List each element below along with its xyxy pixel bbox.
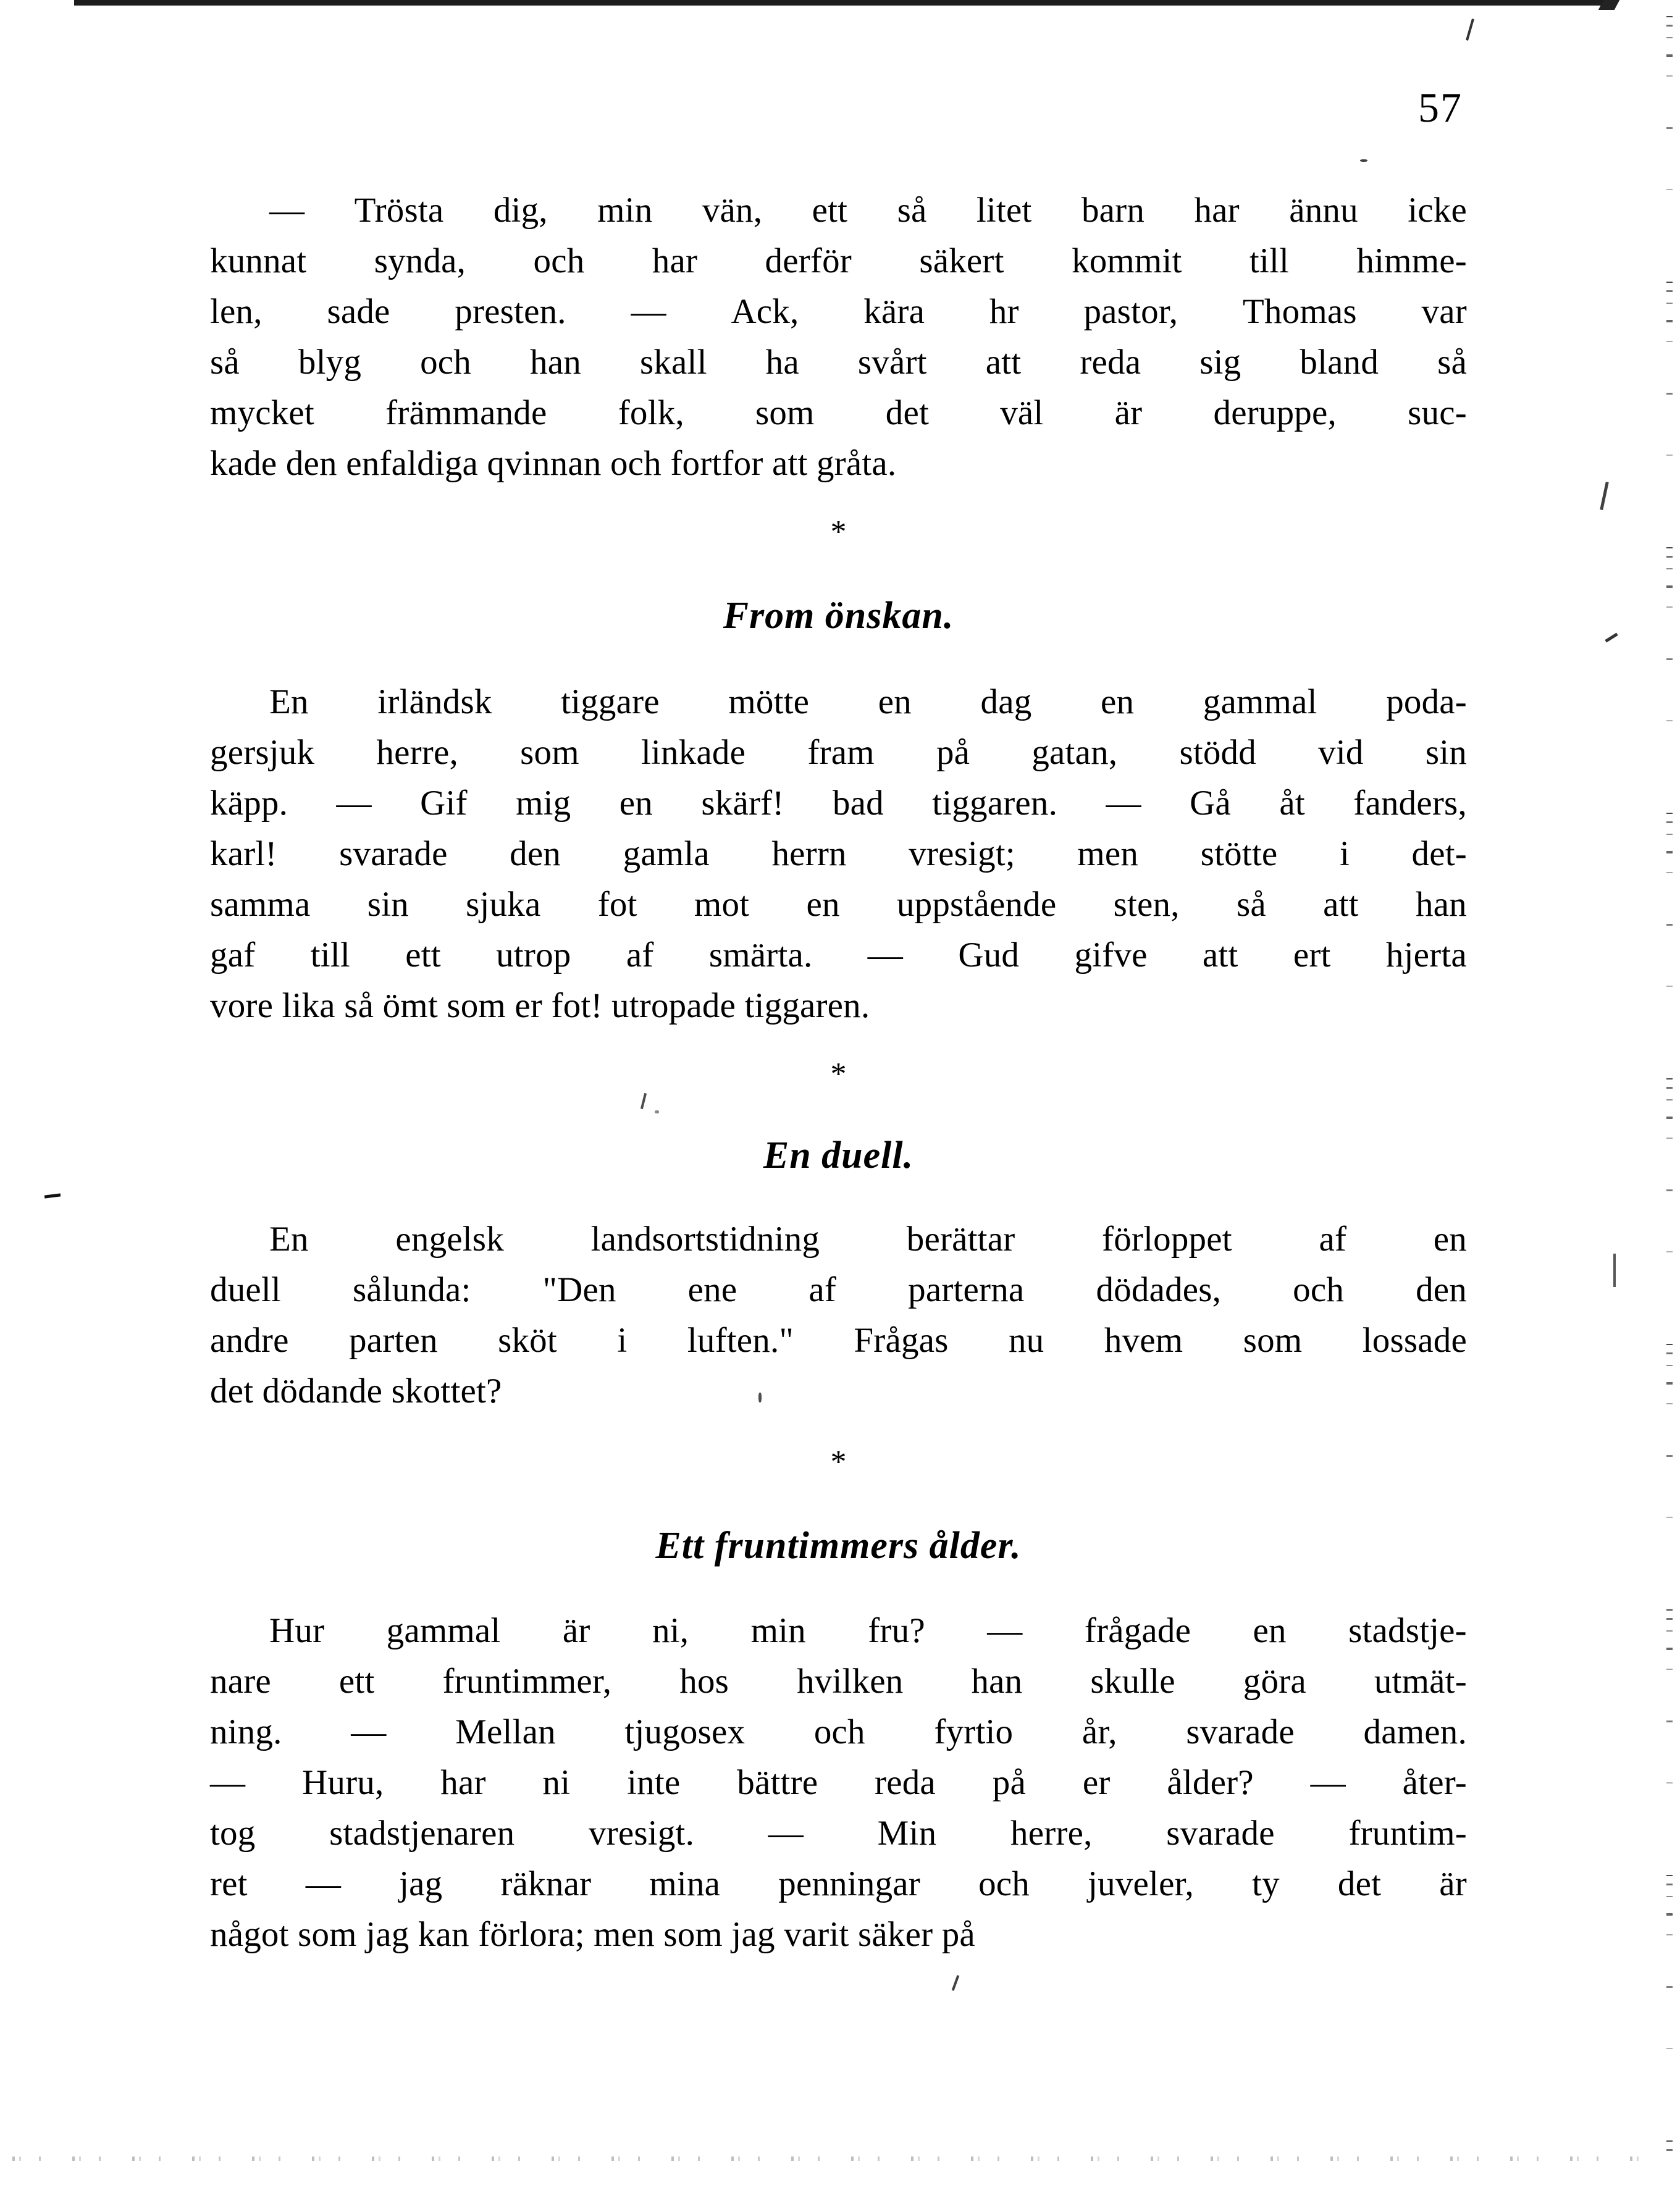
heading-ett-fruntimmers-alder: Ett fruntimmers ålder. [655,1525,1022,1567]
spacer [210,1478,1467,1527]
paragraph-ett-fruntimmers-alder [210,1606,1467,1960]
text-line: Hur gammal är ni, min fru? — frågade en stadstje- [269,1611,1467,1650]
paragraph-en-duell [210,1214,1467,1417]
margin-stray-pipe-right [1613,1254,1616,1287]
scan-speck [1360,159,1367,162]
text-line: gersjuk herre, som linkade fram på gatan, stödd vid sin [210,733,1467,772]
spacer [210,1565,1467,1606]
scan-edge-bottom-artifact [12,2157,1643,2161]
text-line: — Huru, har ni inte bättre reda på er ålder? — åter- [210,1763,1467,1802]
text-line: karl! svarade den gamla herrn vresigt; men stötte i det- [210,834,1467,873]
text-line: så blyg och han skall ha svårt att reda sig bland så [210,343,1467,382]
text-line: En engelsk landsortstidning berättar förloppet af en [269,1220,1467,1259]
text-block [210,185,1467,1960]
section-separator-asterisk: * [830,1444,847,1480]
page-number: 57 [1418,84,1463,131]
spacer [210,1417,1467,1446]
spacer [210,635,1467,677]
text-line: andre parten sköt i luften." Frågas nu hvem som lossade [210,1321,1467,1360]
section-separator-asterisk: * [830,514,847,550]
text-line: gaf till ett utrop af smärta. — Gud gifve att ert hjerta [210,936,1467,975]
text-line: duell sålunda: "Den ene af parterna dödades, och den [210,1270,1467,1309]
margin-stray-caret-right [1605,633,1618,643]
margin-stray-tick-top [1466,19,1474,41]
margin-stray-tick-bottom [952,1975,960,1991]
spacer [210,1091,1467,1136]
text-line: len, sade presten. — Ack, kära hr pastor, Thomas var [210,292,1467,331]
text-line: något som jag kan förlora; men som jag varit säker på [210,1915,975,1954]
text-line: tog stadstjenaren vresigt. — Min herre, svarade fruntim- [210,1814,1467,1853]
text-line: käpp. — Gif mig en skärf! bad tiggaren. — Gå åt fanders, [210,784,1467,823]
text-line: samma sin sjuka fot mot en uppstående sten, så att han [210,885,1467,924]
spacer [210,548,1467,597]
heading-en-duell: En duell. [763,1134,914,1176]
paragraph-from-onskan [210,677,1467,1031]
section-separator-asterisk: * [830,1057,847,1092]
text-line: kade den enfaldiga qvinnan och fortfor att gråta. [210,444,897,483]
text-line: En irländsk tiggare mötte en dag en gammal poda- [269,682,1467,721]
spacer [210,1031,1467,1058]
text-line: nare ett fruntimmer, hos hvilken han skulle göra utmät- [210,1662,1467,1701]
text-line: — Trösta dig, min vän, ett så litet barn har ännu icke [269,191,1467,230]
heading-from-onskan: From önskan. [723,595,954,637]
text-line: mycket främmande folk, som det väl är deruppe, suc- [210,393,1467,432]
spacer [210,489,1467,516]
text-line: ning. — Mellan tjugosex och fyrtio år, svarade damen. [210,1712,1467,1751]
spacer [210,1175,1467,1214]
scan-edge-top-artifact [74,0,1612,6]
paragraph-trosta-dig [210,185,1467,489]
text-line: det dödande skottet? [210,1372,502,1410]
text-line: ret — jag räknar mina penningar och juveler, ty det är [210,1864,1467,1903]
margin-stray-slash-right [1600,482,1608,510]
margin-stray-dash-mark [44,1193,61,1198]
text-line: kunnat synda, och har derför säkert kommit till himme- [210,241,1467,280]
text-line: vore lika så ömt som er fot! utropade tiggaren. [210,986,870,1025]
scan-edge-right-artifact [1666,16,1673,2159]
